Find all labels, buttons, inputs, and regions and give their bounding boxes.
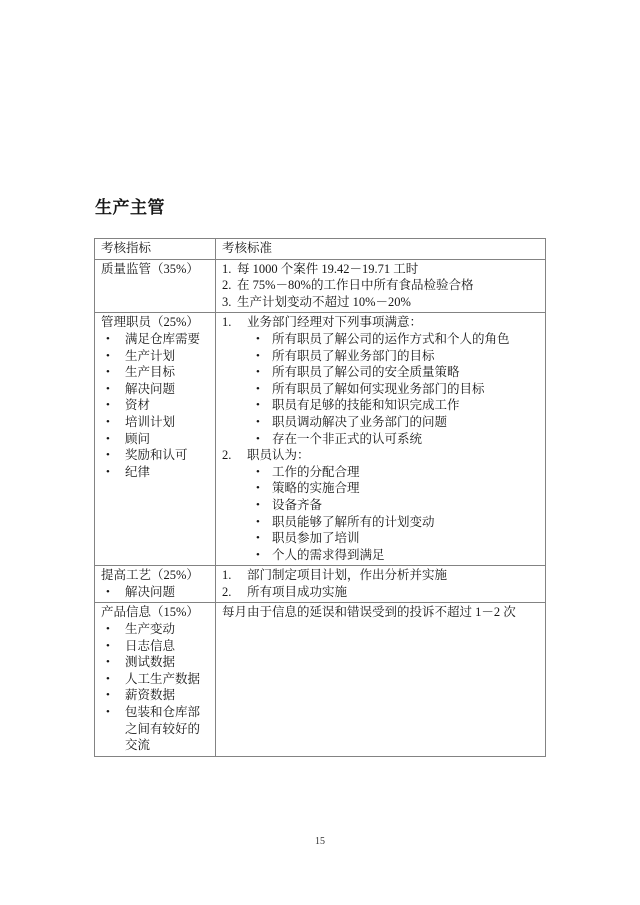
bullet-icon: • — [256, 432, 260, 445]
bullet-icon: • — [106, 432, 110, 445]
bullet-icon: • — [106, 399, 110, 412]
indicator-bullet-item — [101, 654, 210, 671]
header-standard: 考核标准 — [216, 239, 546, 260]
number-label: 3. — [222, 294, 232, 309]
indicator-bullet-item — [101, 704, 210, 754]
bullet-icon: • — [256, 382, 260, 395]
bullet-icon: • — [106, 382, 110, 395]
sub-bullet-item — [222, 547, 540, 564]
sub-bullet-item — [222, 480, 540, 497]
bullet-text: 解决问题 — [125, 584, 176, 599]
indicator-bullet-item — [101, 638, 210, 655]
indicator-bullet-item — [101, 687, 210, 704]
bullet-icon: • — [106, 706, 110, 719]
bullet-icon: • — [256, 465, 260, 478]
numbered-text: 业务部门经理对下列事项满意： — [247, 315, 423, 330]
standard-cell — [216, 566, 546, 603]
assessment-table — [94, 238, 546, 757]
table-row — [95, 313, 546, 566]
bullet-text: 所有职员了解业务部门的目标 — [272, 348, 435, 363]
bullet-text: 职员调动解决了业务部门的问题 — [272, 414, 448, 429]
numbered-text: 部门制定项目计划，作出分析并实施 — [247, 568, 448, 583]
numbered-text: 每 1000 个案件 19.42－19.71 工时 — [237, 261, 419, 276]
indicator-bullet-item — [101, 331, 210, 348]
bullet-icon: • — [256, 482, 260, 495]
numbered-text: 职员认为： — [247, 448, 310, 463]
bullet-icon: • — [256, 498, 260, 511]
bullet-text: 纪律 — [125, 464, 151, 479]
bullet-icon: • — [106, 689, 110, 702]
bullet-icon: • — [106, 415, 110, 428]
numbered-text: 在 75%－80%的工作日中所有食品检验合格 — [237, 278, 474, 293]
number-label: 1. — [222, 261, 232, 276]
sub-bullet-item — [222, 431, 540, 448]
bullet-icon: • — [106, 349, 110, 362]
indicator-bullet-item — [101, 397, 210, 414]
bullet-text: 顾问 — [125, 431, 151, 446]
number-label: 2. — [222, 584, 232, 599]
bullet-text: 包装和仓库部之间有较好的交流 — [125, 705, 201, 753]
bullet-icon: • — [106, 656, 110, 669]
indicator-cell — [95, 603, 216, 756]
indicator-title: 质量监管（35%） — [101, 261, 199, 276]
sub-bullet-item — [222, 414, 540, 431]
table-row — [95, 566, 546, 603]
bullet-text: 解决问题 — [125, 381, 176, 396]
indicator-cell — [95, 566, 216, 603]
numbered-item — [222, 277, 540, 294]
sub-bullet-item — [222, 530, 540, 547]
bullet-text: 生产目标 — [125, 365, 176, 380]
sub-bullet-item — [222, 497, 540, 514]
bullet-text: 职员有足够的技能和知识完成工作 — [272, 398, 460, 413]
indicator-bullet-item — [101, 381, 210, 398]
page-title: 生产主管 — [95, 198, 165, 217]
bullet-text: 培训计划 — [125, 414, 176, 429]
page-number: 15 — [315, 836, 325, 847]
bullet-icon: • — [256, 349, 260, 362]
numbered-text: 所有项目成功实施 — [247, 584, 348, 599]
bullet-icon: • — [256, 515, 260, 528]
sub-bullet-item — [222, 464, 540, 481]
bullet-text: 个人的需求得到满足 — [272, 547, 385, 562]
bullet-text: 工作的分配合理 — [272, 464, 360, 479]
bullet-text: 生产变动 — [125, 622, 176, 637]
bullet-text: 满足仓库需要 — [125, 331, 201, 346]
numbered-item — [222, 261, 540, 278]
bullet-icon: • — [106, 449, 110, 462]
standard-text-line: 每月由于信息的延误和错误受到的投诉不超过 1－2 次 — [222, 605, 516, 620]
indicator-bullet-item — [101, 431, 210, 448]
bullet-icon: • — [106, 366, 110, 379]
bullet-icon: • — [106, 639, 110, 652]
table-row — [95, 603, 546, 756]
standard-cell — [216, 313, 546, 566]
table-header — [95, 239, 546, 260]
numbered-item — [222, 567, 540, 584]
indicator-bullet-item — [101, 364, 210, 381]
bullet-icon: • — [256, 532, 260, 545]
table-row — [95, 259, 546, 313]
bullet-text: 所有职员了解公司的安全质量策略 — [272, 365, 460, 380]
indicator-bullet-item — [101, 671, 210, 688]
bullet-text: 职员能够了解所有的计划变动 — [272, 514, 435, 529]
bullet-icon: • — [256, 366, 260, 379]
indicator-title: 提高工艺（25%） — [101, 568, 199, 583]
number-label: 2. — [222, 278, 232, 293]
header-row — [95, 239, 546, 260]
indicator-bullet-item — [101, 584, 210, 601]
indicator-cell — [95, 259, 216, 313]
sub-bullet-item — [222, 514, 540, 531]
bullet-icon: • — [106, 585, 110, 598]
bullet-text: 设备齐备 — [272, 497, 323, 512]
indicator-title: 产品信息（15%） — [101, 605, 199, 620]
sub-bullet-item — [222, 364, 540, 381]
bullet-text: 策略的实施合理 — [272, 481, 360, 496]
numbered-item — [222, 294, 540, 311]
sub-bullet-item — [222, 331, 540, 348]
sub-bullet-item — [222, 348, 540, 365]
bullet-icon: • — [106, 672, 110, 685]
numbered-item — [222, 584, 540, 601]
numbered-item — [222, 314, 540, 331]
number-label: 1. — [222, 315, 232, 330]
bullet-icon: • — [256, 415, 260, 428]
numbered-text: 生产计划变动不超过 10%－20% — [237, 294, 411, 309]
bullet-text: 资材 — [125, 398, 151, 413]
bullet-text: 存在一个非正式的认可系统 — [272, 431, 423, 446]
bullet-text: 所有职员了解如何实现业务部门的目标 — [272, 381, 485, 396]
bullet-icon: • — [256, 332, 260, 345]
bullet-icon: • — [106, 623, 110, 636]
number-label: 2. — [222, 448, 232, 463]
bullet-text: 人工生产数据 — [125, 671, 201, 686]
bullet-text: 测试数据 — [125, 655, 176, 670]
header-indicator: 考核指标 — [95, 239, 216, 260]
bullet-text: 所有职员了解公司的运作方式和个人的角色 — [272, 331, 510, 346]
indicator-bullet-item — [101, 414, 210, 431]
bullet-text: 薪资数据 — [125, 688, 176, 703]
indicator-bullet-item — [101, 621, 210, 638]
indicator-title: 管理职员（25%） — [101, 315, 199, 330]
bullet-text: 职员参加了培训 — [272, 531, 360, 546]
bullet-text: 生产计划 — [125, 348, 176, 363]
bullet-icon: • — [106, 332, 110, 345]
bullet-text: 奖励和认可 — [125, 448, 188, 463]
indicator-bullet-item — [101, 464, 210, 481]
sub-bullet-item — [222, 381, 540, 398]
indicator-bullet-item — [101, 447, 210, 464]
bullet-icon: • — [256, 399, 260, 412]
bullet-icon: • — [106, 465, 110, 478]
standard-cell — [216, 603, 546, 756]
standard-cell — [216, 259, 546, 313]
numbered-item — [222, 447, 540, 464]
indicator-bullet-item — [101, 348, 210, 365]
number-label: 1. — [222, 568, 232, 583]
bullet-text: 日志信息 — [125, 638, 176, 653]
indicator-cell — [95, 313, 216, 566]
bullet-icon: • — [256, 548, 260, 561]
sub-bullet-item — [222, 397, 540, 414]
table-body — [95, 259, 546, 756]
